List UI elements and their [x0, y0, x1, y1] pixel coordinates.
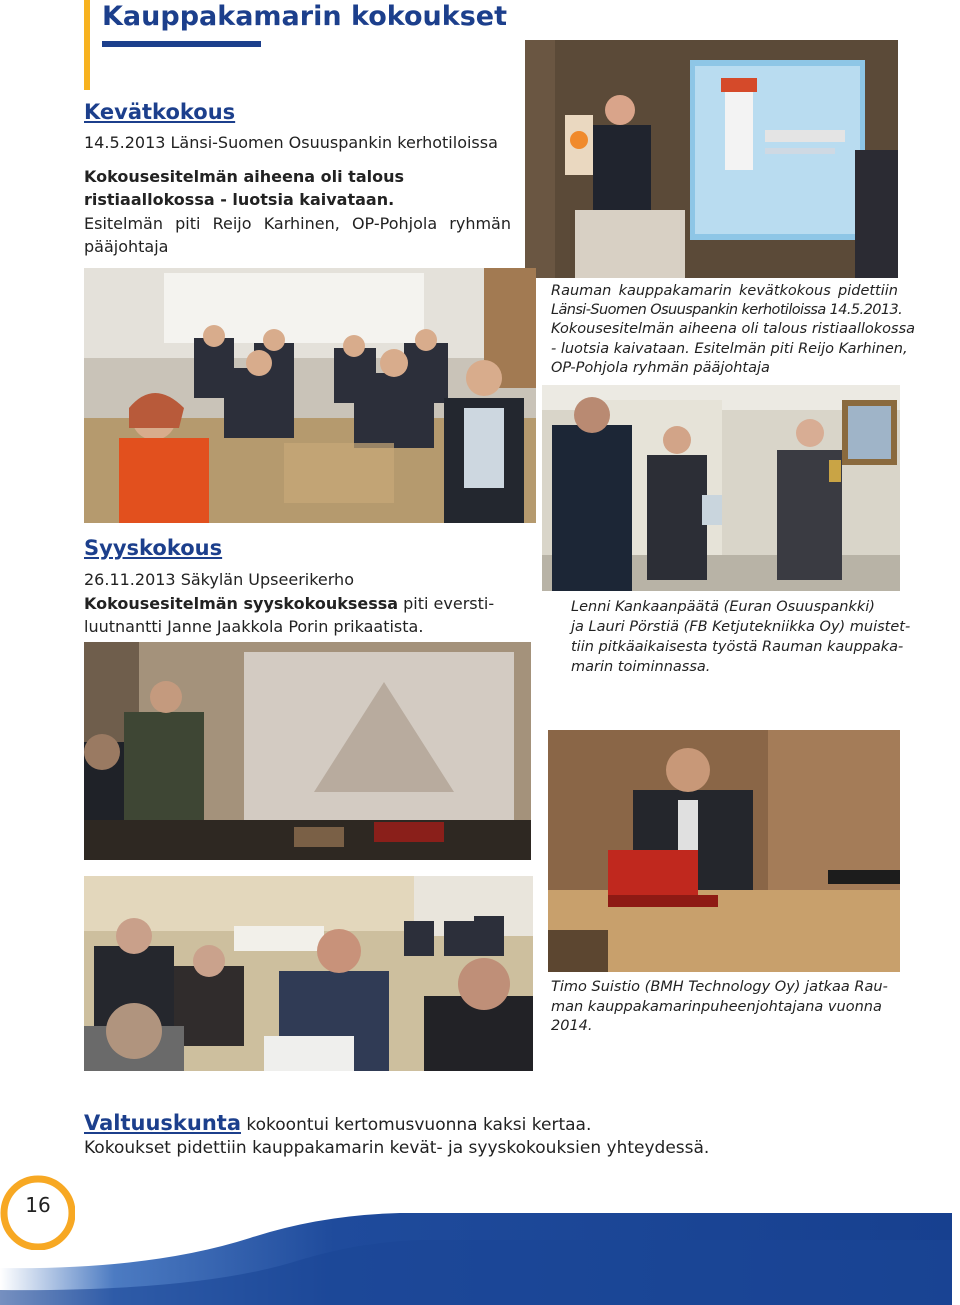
- caption-award-line1: Lenni Kankaanpäätä (Euran Osuuspankki): [571, 599, 875, 615]
- autumn-topic-line2: luutnantti Janne Jaakkola Porin prikaatista.: [84, 617, 424, 636]
- council-line2: Kokoukset pidettiin kauppakamarin kevät- ja syyskokouksien yhteydessä.: [84, 1138, 710, 1158]
- caption-chairman-line2: man kauppakamarinpuheenjohtajana vuonna: [551, 999, 882, 1015]
- caption-chairman-line1: Timo Suistio (BMH Technology Oy) jatkaa Rau-: [551, 979, 888, 995]
- spring-date-place: 14.5.2013 Länsi-Suomen Osuuspankin kerhotiloissa: [84, 133, 498, 152]
- page-title: Kauppakamarin kokoukset: [102, 1, 507, 32]
- autumn-topic-rest: piti eversti-: [398, 594, 495, 613]
- council-heading: Valtuuskunta: [84, 1111, 241, 1135]
- photo-award-recipients: [542, 385, 900, 591]
- caption-chairman-line3: 2014.: [551, 1018, 593, 1034]
- caption-spring-line1: Rauman kauppakamarin kevätkokous pidettiin: [551, 283, 898, 299]
- caption-award-line4: marin toiminnassa.: [571, 659, 711, 675]
- photo-chairman-laptop: [548, 730, 900, 972]
- photo-speaker-podium: [525, 40, 898, 278]
- caption-spring-line4: - luotsia kaivataan. Esitelmän piti Reijo Karhinen,: [551, 341, 908, 357]
- caption-spring-line3: Kokousesitelmän aiheena oli talous ristiaallokossa: [551, 321, 916, 337]
- autumn-topic-bold: Kokousesitelmän syyskokouksessa: [84, 594, 399, 613]
- spring-topic-line2: ristiaallokossa - luotsia kaivataan.: [84, 190, 395, 209]
- caption-award-line2: ja Lauri Pörstiä (FB Ketjutekniikka Oy) muistet-: [571, 619, 911, 635]
- spring-speaker-line1: Esitelmän piti Reijo Karhinen, OP-Pohjola ryhmän: [84, 214, 511, 233]
- page-number: 16: [25, 1193, 51, 1217]
- photo-spring-audience: [84, 268, 536, 523]
- header-accent-bar: [84, 0, 90, 90]
- council-line1: [84, 1112, 591, 1137]
- council-line1-text: kokoontui kertomusvuonna kaksi kertaa.: [241, 1115, 592, 1135]
- spring-heading: Kevätkokous: [84, 100, 236, 124]
- photo-autumn-speaker: [84, 642, 531, 860]
- photo-autumn-audience: [84, 876, 533, 1071]
- caption-spring-line5: OP-Pohjola ryhmän pääjohtaja: [551, 360, 770, 376]
- autumn-topic-line1: [84, 592, 494, 615]
- autumn-heading: Syyskokous: [84, 536, 223, 560]
- footer-band: [0, 1150, 960, 1305]
- spring-speaker-line2: pääjohtaja: [84, 237, 169, 256]
- caption-award-line3: tiin pitkäaikaisesta työstä Rauman kauppaka-: [571, 639, 904, 655]
- caption-spring-line2: Länsi-Suomen Osuuspankin kerhotiloissa 14.5.2013.: [551, 302, 903, 318]
- spring-topic-line1: Kokousesitelmän aiheena oli talous: [84, 167, 404, 186]
- autumn-date-place: 26.11.2013 Säkylän Upseerikerho: [84, 570, 354, 589]
- title-underline: [102, 41, 261, 47]
